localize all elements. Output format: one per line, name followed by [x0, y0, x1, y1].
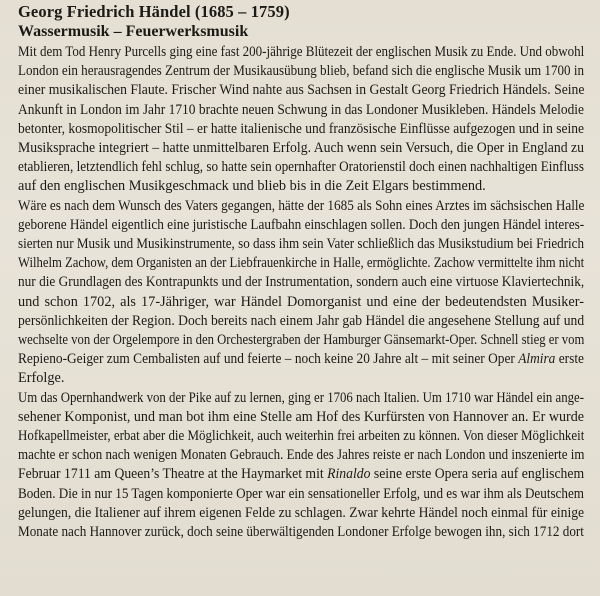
text-line: Musiksprache integriert – hatte unmittelbaren Erfolg. Auch wenn sein Versuch, die Oper in England zu: [18, 140, 585, 157]
text-line: wechselte von der Orgelempore in den Orchestergraben der Hamburger Gänsemarkt-Oper. Schnell stieg er vom: [18, 332, 584, 349]
work-title: Almira: [518, 351, 556, 368]
body-text: [18, 43, 584, 542]
text-line: einer musikalischen Flaute. Frischer Wind nahte aus Sachsen in Gestalt Georg Friedrich Händels. Seine: [18, 82, 585, 99]
text-line: betonter, kosmopolitischer Stil – er hatte italienische und französische Einflüsse aufgezogen und in seine: [18, 120, 584, 137]
text-line: Repieno-Geiger zum Cembalisten auf und feierte – noch keine 20 Jahre alt – mit seiner Oper Almira erste: [18, 351, 584, 368]
text-line: Monate nach Hannover zurück, doch seine überwältigenden Londoner Erfolge bewogen ihn, sich 1712 dort: [18, 524, 584, 541]
text-line: Hofkapellmeister, erbat aber die Möglichkeit, auch weiterhin frei arbeiten zu können. Von dieser Möglichkeit: [18, 428, 584, 445]
text-line: nur die Grundlagen des Kontrapunkts und der Instrumentation, sondern auch eine virtuose Klaviertechnik,: [18, 274, 584, 291]
text-line: Erfolge.: [18, 370, 65, 387]
text-line: Boden. Die in nur 15 Tagen komponierte Oper war ein sensationeller Erfolg, und es war ihm als Deutschem: [18, 485, 584, 502]
text-line: sehener Komponist, und man bot ihm eine Stelle am Hof des Kurfürsten von Hannover an. Er wurde: [18, 408, 584, 425]
text-line: gelungen, die Italiener auf ihrem eigenen Felde zu schlagen. Zwar kehrte Händel noch einmal für einige: [18, 504, 585, 521]
text-line: London ein herausragendes Zentrum der Musikausübung blieb, befand sich die englische Musik um 1700 in: [18, 63, 585, 80]
text-line: Wäre es nach dem Wunsch des Vaters gegangen, hätte der 1685 als Sohn eines Arztes im sächsischen Halle: [18, 197, 584, 214]
paragraph: [18, 43, 584, 197]
work-title: Rinaldo: [327, 466, 371, 483]
page-subtitle: Wassermusik – Feuerwerksmusik: [18, 23, 249, 40]
text-line: persönlichkeiten der Region. Doch bereits nach einem Jahr gab Händel die angesehene Stellung auf und: [18, 312, 585, 329]
text-line: und schon 1702, als 17-Jähriger, war Händel Domorganist und eine der bedeutendsten Musiker-: [18, 293, 584, 310]
text-line: auf den englischen Musikgeschmack und blieb bis in die Zeit Elgars bestimmend.: [18, 178, 486, 195]
text-line: Mit dem Tod Henry Purcells ging eine fast 200-jährige Blütezeit der englischen Musik zu Ende. Und obwohl: [18, 44, 584, 60]
paragraph: [18, 389, 584, 543]
text-line: sierten nur Musik und Musikinstrumente, so dass ihm sein Vater schließlich das Musikstudium bei Friedrich: [18, 236, 585, 253]
text-line: Februar 1711 am Queen’s Theatre at the Haymarket mit Rinaldo seine erste Opera seria auf englischem: [18, 466, 585, 483]
text-block: [18, 2, 584, 542]
text-line: Wilhelm Zachow, dem Organisten an der Liebfrauenkirche in Halle, ermöglichte. Zachow vermittelte ihm nicht: [18, 255, 584, 272]
text-line: Um das Opernhandwerk von der Pike auf zu lernen, ging er 1706 nach Italien. Um 1710 war Händel ein ange-: [18, 389, 585, 406]
text-line: Ankunft in London im Jahr 1710 brachte neuen Schwung in das Londoner Musikleben. Händels Melodie: [18, 101, 585, 118]
text-line: machte er schon nach wenigen Monaten Gebrauch. Ende des Jahres reiste er nach London und inszenierte im: [18, 447, 585, 464]
page-title: Georg Friedrich Händel (1685 – 1759): [18, 2, 290, 21]
text-line: etablieren, letztendlich fehl schlug, so hatte sein opernhafter Oratorienstil doch einen nachhaltigen Einfluss: [18, 159, 584, 176]
paragraph: [18, 197, 584, 389]
text-line: geborene Händel eigentlich eine juristische Laufbahn einschlagen sollen. Doch den jungen Händel interes-: [18, 216, 585, 233]
